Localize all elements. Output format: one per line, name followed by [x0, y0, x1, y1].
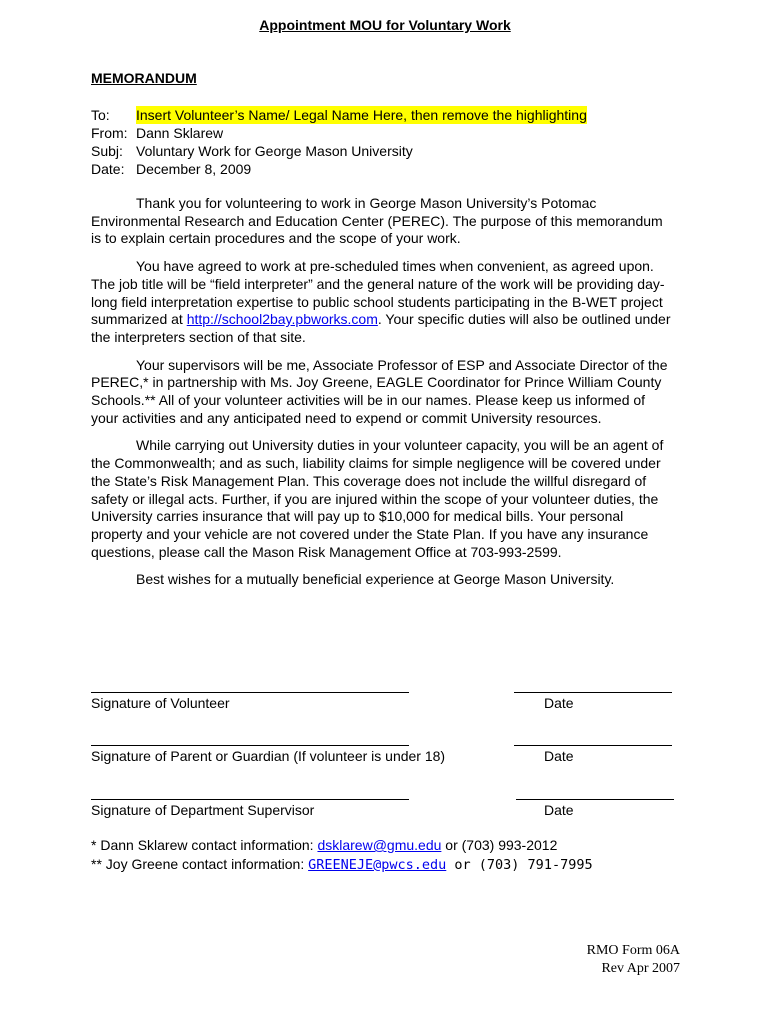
- supervisor-date-line[interactable]: [516, 799, 674, 800]
- paragraph-intro: Thank you for volunteering to work in George Mason University’s Potomac Environmental Research and Education Center (PEREC). The purpose of this memorandum is to explain certain procedures and the scope of your work.: [91, 195, 663, 247]
- footnote-sklarew-prefix: * Dann Sklarew contact information:: [91, 837, 318, 853]
- date-value: December 8, 2009: [136, 161, 252, 177]
- memorandum-heading: MEMORANDUM: [91, 70, 197, 86]
- footnote-greene-phone: or (703) 791-7995: [446, 856, 593, 873]
- memo-body: [91, 195, 676, 599]
- form-identifier: [587, 942, 680, 978]
- paragraph-scope-text-end: . Your specific duties will also be outlined under the interpreters section of that site.: [91, 311, 671, 345]
- supervisor-date-label: Date: [544, 802, 574, 818]
- parent-signature-line[interactable]: [91, 745, 409, 746]
- document-title: Appointment MOU for Voluntary Work: [259, 17, 511, 33]
- paragraph-liability: While carrying out University duties in your volunteer capacity, you will be an agent of the Commonwealth; and as such, liability claims for simple negligence will be covered under the State’s Risk Management Plan. This coverage does not include the willful disregard of safety or illegal acts. Further, if you are injured within the scope of your volunteer duties, the University carries insurance that will pay up to $10,000 for medical bills. Your personal property and your vehicle are not covered under the State Plan. If you have any insurance questions, please call the Mason Risk Management Office at 703-993-2599.: [91, 437, 664, 560]
- from-label: From:: [91, 125, 128, 141]
- paragraph-supervisors: Your supervisors will be me, Associate Professor of ESP and Associate Director of the PEREC,* in partnership with Ms. Joy Greene, EAGLE Coordinator for Prince William County Schools.** All of your volunteer activities will be in our names. Please keep us informed of your activities and any anticipated need to expend or commit University resources.: [91, 356, 668, 426]
- subj-value: Voluntary Work for George Mason University: [136, 143, 413, 159]
- to-value: Insert Volunteer’s Name/ Legal Name Here, then remove the highlighting: [136, 107, 587, 123]
- footnote-greene-prefix: ** Joy Greene contact information:: [91, 855, 309, 872]
- footnote-sklarew: [91, 836, 593, 855]
- paragraph-scope-text: You have agreed to work at pre-scheduled times when convenient, as agreed upon. The job title will be “field interpreter” and the general nature of the work will be providing day-long field interpretation expertise to public school students participating in the B-WET project summarized at: [91, 258, 665, 328]
- form-revision: Rev Apr 2007: [601, 961, 680, 976]
- date-label: Date:: [91, 161, 125, 177]
- subj-row: [91, 142, 587, 160]
- sklarew-email-link[interactable]: dsklarew@gmu.edu: [317, 837, 442, 853]
- paragraph-scope: [91, 258, 676, 347]
- parent-signature-label: Signature of Parent or Guardian (If volunteer is under 18): [91, 748, 446, 764]
- paragraph-closing: Best wishes for a mutually beneficial experience at George Mason University.: [136, 571, 615, 588]
- from-row: [91, 124, 587, 142]
- form-number: RMO Form 06A: [586, 943, 680, 958]
- supervisor-signature-line[interactable]: [91, 799, 409, 800]
- volunteer-date-line[interactable]: [514, 692, 672, 693]
- to-label: To:: [91, 107, 110, 123]
- parent-date-label: Date: [544, 748, 574, 764]
- date-row: [91, 160, 587, 178]
- footnotes: [91, 836, 593, 874]
- footnote-greene: [91, 855, 593, 875]
- project-link[interactable]: http://school2bay.pbworks.com: [186, 311, 378, 328]
- supervisor-signature-label: Signature of Department Supervisor: [91, 802, 315, 818]
- to-row: [91, 106, 587, 124]
- memo-header: [91, 106, 587, 178]
- parent-date-line[interactable]: [514, 745, 672, 746]
- volunteer-signature-label: Signature of Volunteer: [91, 695, 230, 711]
- greene-email-link[interactable]: GREENEJE@pwcs.edu: [308, 856, 447, 873]
- volunteer-signature-line[interactable]: [91, 692, 409, 693]
- volunteer-date-label: Date: [544, 695, 574, 711]
- footnote-sklarew-phone: or (703) 993-2012: [441, 837, 558, 853]
- subj-label: Subj:: [91, 143, 123, 159]
- from-value: Dann Sklarew: [136, 125, 224, 141]
